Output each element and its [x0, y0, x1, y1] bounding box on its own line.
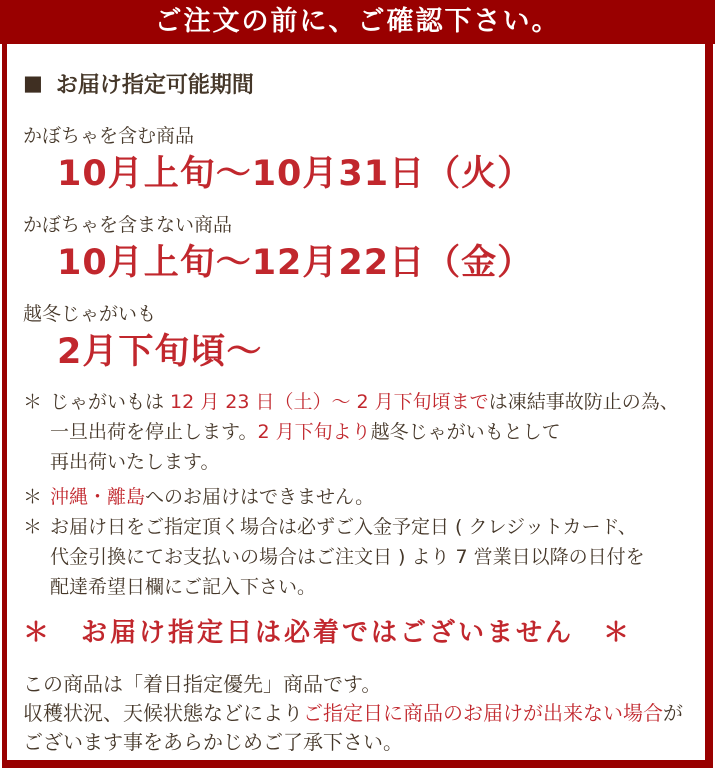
- note-text-segment: 配達希望日欄にご記入下さい。: [50, 576, 317, 598]
- note-line: [50, 572, 695, 602]
- footer-text-segment: この商品は「着日指定優先」商品です。: [23, 672, 382, 696]
- note-text-segment: 代金引換にてお支払いの場合はご注文日 ) より 7 営業日以降の日付を: [50, 546, 645, 568]
- footer-text-segment: ございます事をあらかじめご了承下さい。: [23, 730, 403, 754]
- notice-panel: [2, 44, 713, 768]
- period-label-winter-potato: 越冬じゃがいも: [23, 303, 157, 325]
- note-okinawa: [23, 482, 695, 512]
- note-text-segment: お届け日をご指定頂く場合は必ずご入金予定日 ( クレジットカード、: [50, 516, 637, 538]
- note-text-segment: 一旦出荷を停止します。: [50, 421, 258, 443]
- note-line: [50, 512, 695, 542]
- delivery-period-heading: [23, 68, 695, 99]
- note-text-segment: 越冬じゃがいもとして: [370, 421, 561, 443]
- note-line: [50, 447, 695, 477]
- asterisk-marker: ＊: [23, 486, 43, 508]
- period-value-pumpkin: 10月上旬～10月31日（火）: [57, 154, 534, 194]
- footer-text-segment: 収穫状況、天候状態などにより: [23, 701, 303, 725]
- note-line: [50, 417, 695, 447]
- confirmation-banner: [0, 0, 715, 44]
- note-text-segment: 再出荷いたします。: [50, 451, 220, 473]
- note-text-segment: 12 月 23 日（土）～ 2 月下旬頃まで: [170, 391, 489, 413]
- footer-line: [23, 670, 695, 699]
- note-text-segment: 沖縄・離島: [50, 486, 146, 508]
- note-text-segment: じゃがいもは: [50, 391, 171, 413]
- note-payment-date: [23, 512, 695, 602]
- period-label-pumpkin: かぼちゃを含む商品: [23, 125, 195, 147]
- banner-title: ご注文の前に、ご確認下さい。: [154, 6, 561, 37]
- note-line: [50, 542, 695, 572]
- warning-heading: ＊ お届け指定日は必着ではございません ＊: [23, 618, 633, 648]
- asterisk-marker: ＊: [23, 516, 43, 538]
- note-text-segment: へのお届けはできません。: [145, 486, 375, 508]
- note-body: [50, 387, 695, 477]
- note-body: [50, 482, 695, 512]
- delivery-period-heading-label: お届け指定可能期間: [55, 73, 254, 98]
- asterisk-marker: ＊: [23, 391, 43, 413]
- note-potato-shipping: [23, 387, 695, 477]
- period-value-winter-potato: 2月下旬頃～: [57, 332, 263, 372]
- note-line: [50, 482, 695, 512]
- footer-text-segment: が: [663, 701, 683, 725]
- footer-notice: [23, 670, 695, 757]
- notes: [23, 387, 695, 602]
- note-body: [50, 512, 695, 602]
- period-value-no-pumpkin: 10月上旬～12月22日（金）: [57, 243, 534, 283]
- footer-line: [23, 699, 695, 728]
- period-label-no-pumpkin: かぼちゃを含まない商品: [23, 214, 233, 236]
- note-text-segment: は凍結事故防止の為、: [488, 391, 679, 413]
- footer-text-segment: ご指定日に商品のお届けが出来ない場合: [303, 701, 663, 725]
- note-text-segment: 2 月下旬より: [257, 421, 371, 443]
- footer-line: [23, 728, 695, 757]
- note-line: [50, 387, 695, 417]
- square-bullet-icon: ■: [23, 71, 43, 95]
